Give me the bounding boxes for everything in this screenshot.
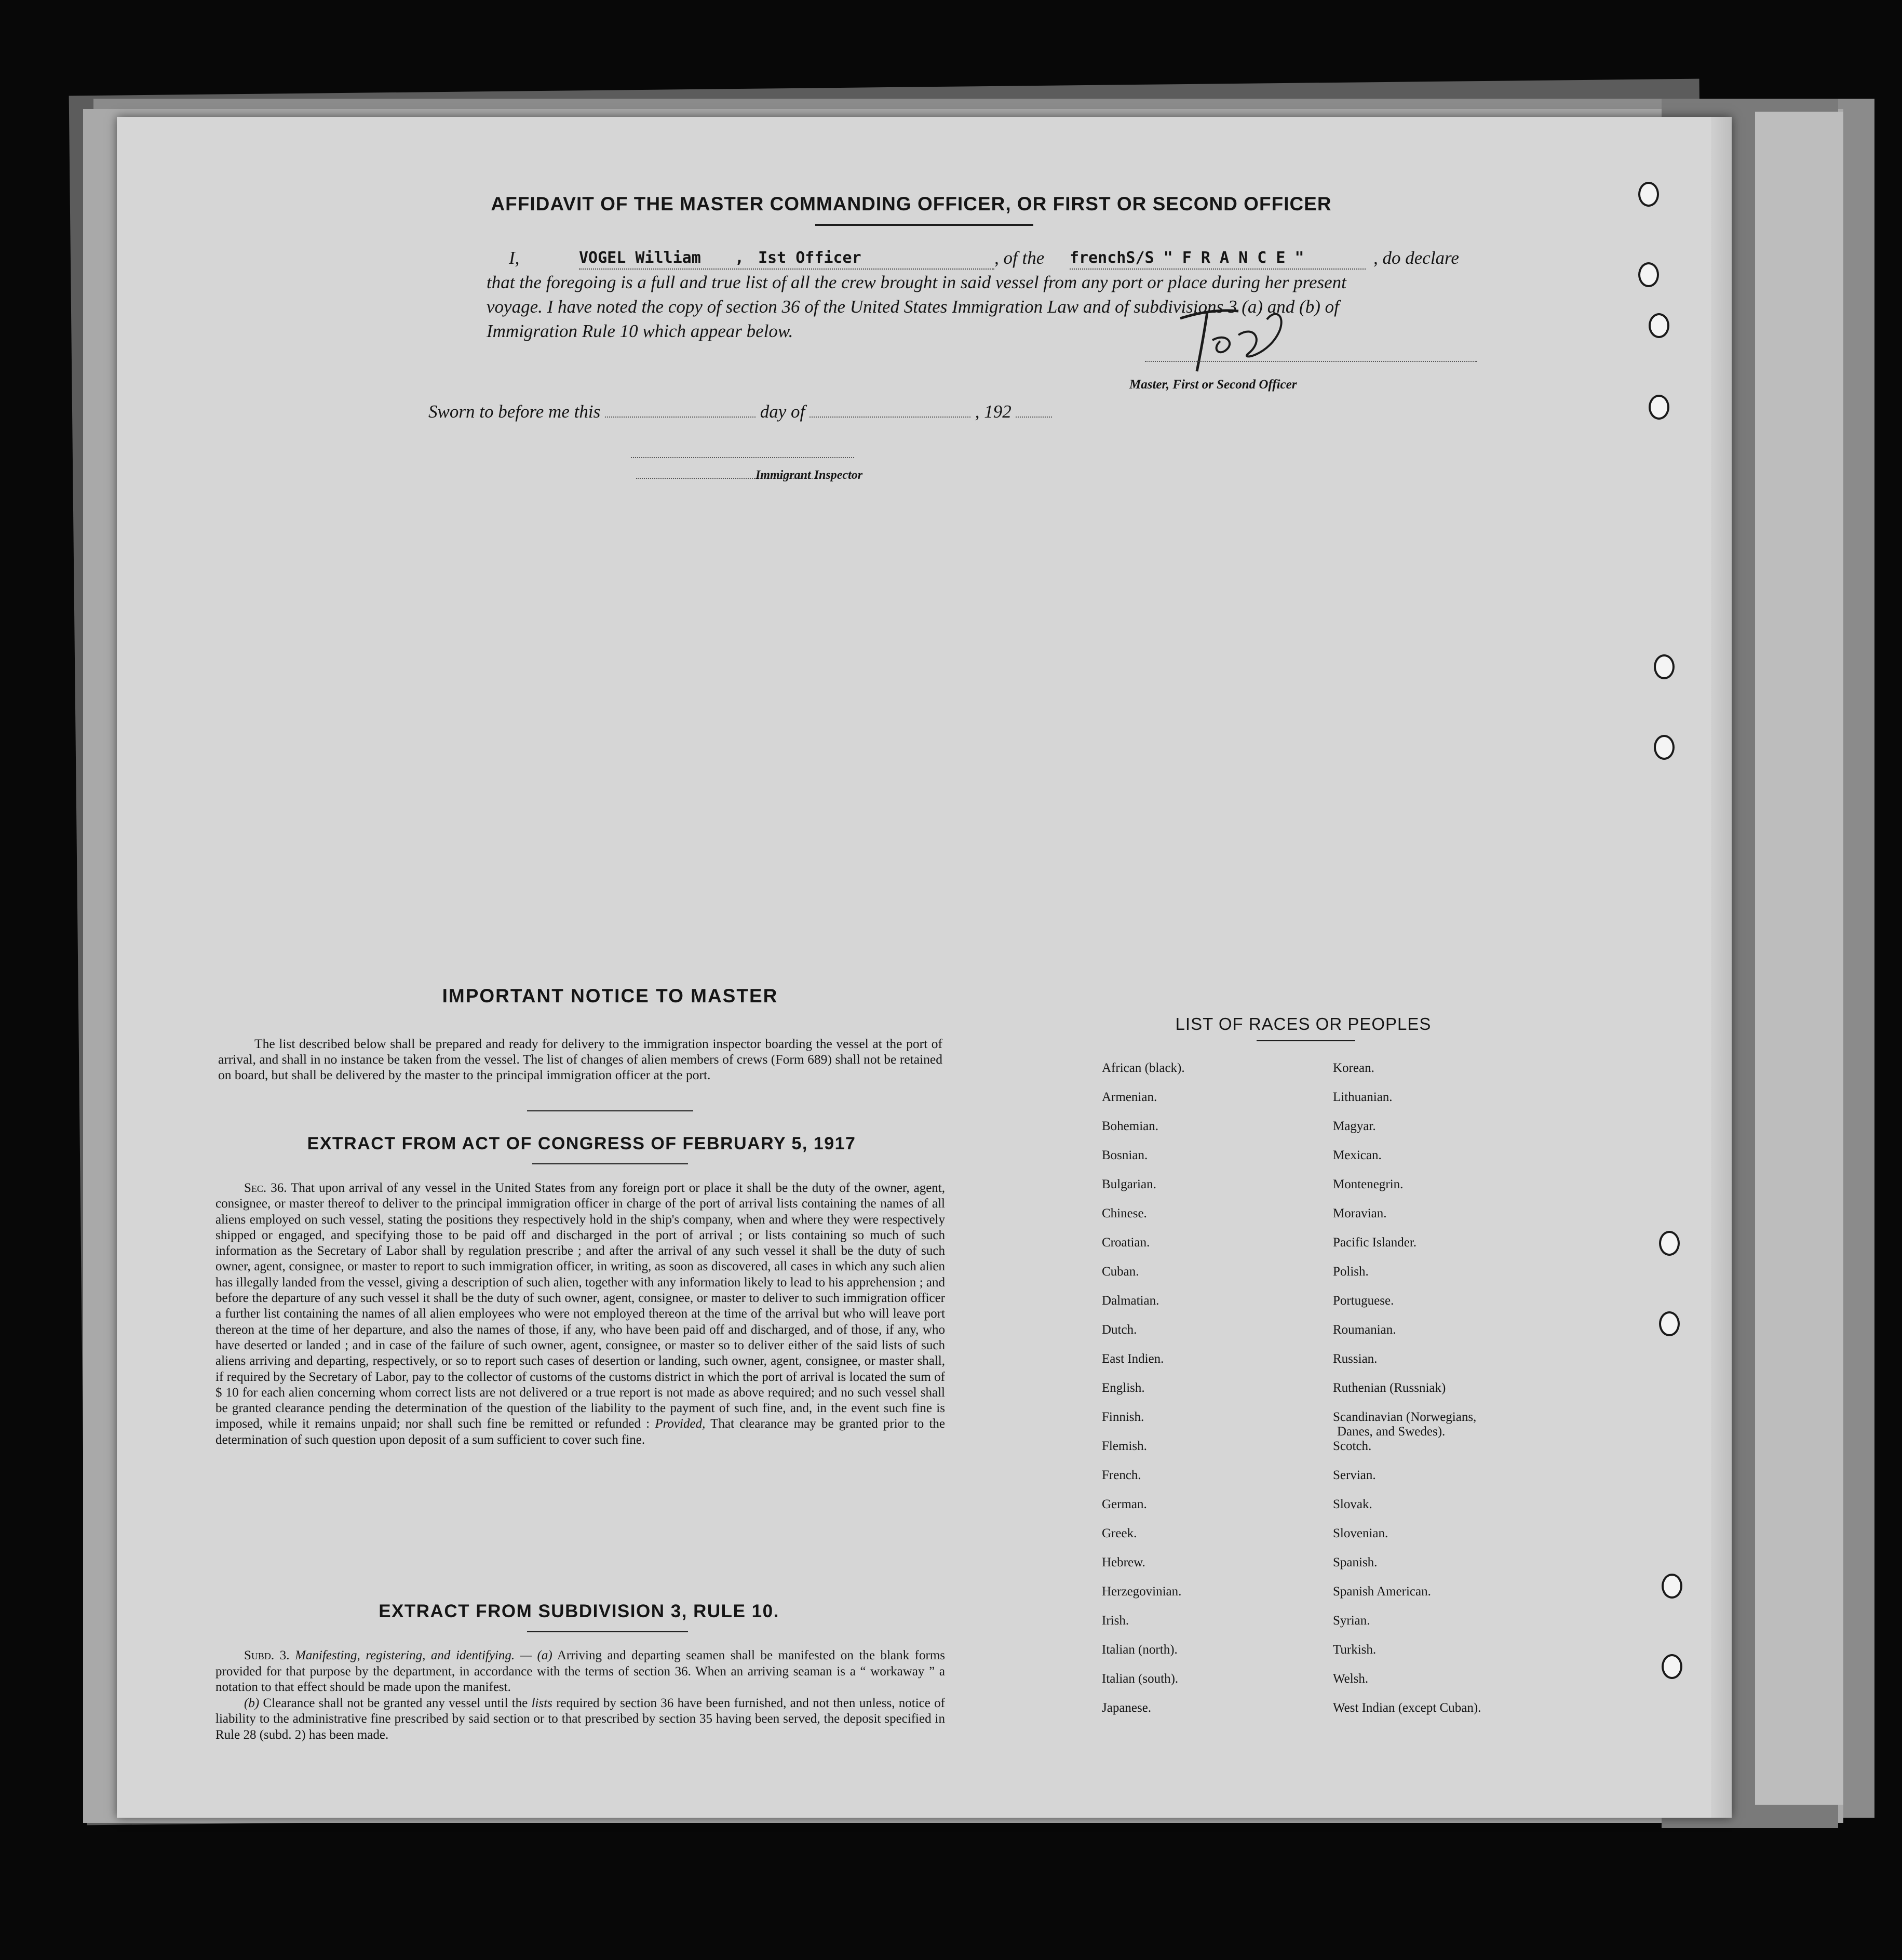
notice-title: IMPORTANT NOTICE TO MASTER (442, 985, 778, 1006)
subdivision-b-body-2: required by section 36 have been furnished, and not then unless, notice of liability to the administrative fine prescribed by said section or to that prescribed by section 35 having been served, the deposit specified in Rule 28 (subd. 2) has been made. (215, 1696, 945, 1742)
punch-hole (1649, 395, 1669, 420)
declarant-name-field[interactable] (579, 246, 994, 270)
race-item: Japanese. (1102, 1701, 1152, 1715)
race-item: Mexican. (1333, 1148, 1382, 1162)
back-sheet-edge (1755, 112, 1843, 1805)
race-item: Portuguese. (1333, 1294, 1394, 1308)
declaration-line-3: voyage. I have noted the copy of section 36 of the United States Immigration Law and of subdivisions 3 (a) and (b) of (487, 297, 1339, 317)
section-36-text (215, 1180, 945, 1448)
punch-hole (1649, 313, 1669, 338)
subdivision-3-text (215, 1648, 945, 1743)
race-item: Montenegrin. (1333, 1177, 1404, 1191)
race-item: Moravian. (1333, 1206, 1387, 1220)
punch-hole (1662, 1654, 1682, 1679)
subdivision-b (215, 1696, 945, 1743)
race-item: English. (1102, 1381, 1145, 1395)
notice-rule (527, 1110, 693, 1111)
affidavit-title: AFFIDAVIT OF THE MASTER COMMANDING OFFICER, OR FIRST OR SECOND OFFICER (491, 193, 1332, 214)
punch-hole (1659, 1311, 1680, 1336)
notice-body: The list described below shall be prepared and ready for delivery to the immigration inspector boarding the vessel at the port of arrival, and shall in no instance be taken from the vessel. The list of changes of alien members of crews (Form 689) shall not be retained on board, but shall be delivered by the master to the principal immigration officer at the port. (218, 1036, 942, 1082)
race-item: Italian (south). (1102, 1672, 1179, 1686)
race-item: Cuban. (1102, 1265, 1139, 1279)
signature-line (1145, 361, 1477, 362)
extract-act-title: EXTRACT FROM ACT OF CONGRESS OF FEBRUARY 5, 1917 (307, 1134, 856, 1153)
races-rule (1257, 1040, 1355, 1041)
title-rule (815, 224, 1033, 226)
race-item: Polish. (1333, 1265, 1369, 1279)
extract-rule-title: EXTRACT FROM SUBDIVISION 3, RULE 10. (379, 1601, 779, 1621)
race-item: Flemish. (1102, 1439, 1147, 1453)
punch-hole (1638, 182, 1659, 207)
declarant-intro: I, (509, 248, 520, 268)
signature-caption: Master, First or Second Officer (1129, 378, 1297, 392)
race-item: French. (1102, 1468, 1141, 1482)
subdivision-a-heading: Manifesting, registering, and identifying. — (a) (295, 1648, 552, 1662)
section-36-label: Sec. 36. (244, 1181, 287, 1195)
race-item: African (black). (1102, 1061, 1185, 1075)
section-36-body: That upon arrival of any vessel in the United States from any foreign port or place it shall be the duty of the owner, agent, consignee, or master thereof to deliver to the principal immigration officer in charge of the port of arrival lists containing the names of all aliens employed on such vessel, stating the positions they respectively hold in the ship's company, when and where they were respectively shipped or engaged, and specifying those to be paid off and discharged in the port of arrival ; or lists containing so much of such information as the Secretary of Labor shall by regulation prescribe ; and after the arrival of any such vessel it shall be the duty of such owner, agent, consignee, or master to report to such immigration officer, in writing, as soon as discovered, all cases in which any such alien has illegally landed from the vessel, giving a description of such alien, together with any information likely to lead to his apprehension ; and before the departure of any such vessel it shall be the duty of such owner, agent, consignee, or master to deliver to such immigration officer a further list containing the names of all alien employees who were not employed thereon at the time of the arrival but who will leave port thereon at the time of her departure, and also the names of those, if any, who have been paid off and discharged, and of those, if any, who have deserted or landed ; and in case of the failure of such owner, agent, consignee, or master so to deliver either of the said lists of such aliens arriving and departing, respectively, or so to report such cases of desertion or landing, such owner, agent, consignee, or master shall, if required by the Secretary of Labor, pay to the collector of customs of the customs district in which the port of arrival is located the sum of $ 10 for each alien concerning whom correct lists are not delivered or a true report is not made as above required; and no such vessel shall be granted clearance pending the determination of the question of the liability to the payment of such fine, and, in the event such fine is imposed, while it remains unpaid; nor shall such fine be remitted or refunded : (215, 1181, 946, 1431)
race-item: West Indian (except Cuban). (1333, 1701, 1481, 1715)
race-item: Spanish American. (1333, 1585, 1431, 1599)
subdivision-b-lists: lists (531, 1696, 552, 1710)
declarant-rank: Ist Officer (758, 249, 861, 267)
declarant-name: VOGEL William (579, 249, 701, 267)
extract-rule-rule (527, 1631, 688, 1632)
races-title: LIST OF RACES OR PEOPLES (1175, 1014, 1432, 1033)
race-item: Servian. (1333, 1468, 1376, 1482)
race-item: German. (1102, 1497, 1147, 1511)
subdivision-b-body-1: Clearance shall not be granted any vessel until the (263, 1696, 528, 1710)
sworn-date-field[interactable] (605, 417, 756, 418)
manifest-page (117, 117, 1732, 1818)
punch-hole (1654, 654, 1675, 679)
race-item: Turkish. (1333, 1643, 1377, 1657)
race-item: Slovenian. (1333, 1526, 1388, 1540)
race-item: Greek. (1102, 1526, 1137, 1540)
declaration-line-4: Immigration Rule 10 which appear below. (487, 321, 793, 341)
punch-hole (1659, 1231, 1680, 1256)
inspector-signature-line[interactable] (631, 457, 854, 458)
declaration-line-2: that the foregoing is a full and true list of all the crew brought in said vessel from any port or place during her present (487, 272, 1346, 292)
subdivision-a (215, 1648, 945, 1696)
of-the-label: , of the (994, 248, 1045, 268)
race-item: Bulgarian. (1102, 1177, 1156, 1191)
extract-act-rule (532, 1163, 688, 1164)
provided-label: Provided, (655, 1417, 706, 1431)
race-item: Italian (north). (1102, 1643, 1178, 1657)
inspector-caption: Immigrant Inspector (756, 468, 863, 482)
page-edge (1711, 117, 1732, 1818)
race-item: Spanish. (1333, 1555, 1378, 1569)
race-item: Roumanian. (1333, 1323, 1396, 1337)
race-item: Slovak. (1333, 1497, 1372, 1511)
officer-signature (1176, 304, 1301, 377)
race-item: Dalmatian. (1102, 1294, 1159, 1308)
race-item: Hebrew. (1102, 1555, 1145, 1569)
vessel-name: frenchS/S " F R A N C E " (1070, 249, 1304, 267)
race-item: Chinese. (1102, 1206, 1147, 1220)
do-declare-label: , do declare (1373, 248, 1459, 268)
punch-hole (1654, 735, 1675, 760)
subdivision-label: Subd. 3. (244, 1648, 290, 1662)
sworn-year-field[interactable] (1016, 417, 1052, 418)
race-item: Korean. (1333, 1061, 1374, 1075)
race-item: Ruthenian (Russniak) (1333, 1381, 1446, 1395)
section-36-end: That clearance may be granted prior to the determination of such question upon deposit of a sum sufficient to cover such fine. (215, 1417, 945, 1447)
race-item: Bohemian. (1102, 1119, 1159, 1133)
race-item: Scotch. (1333, 1439, 1372, 1453)
subdivision-a-body: Arriving and departing seamen shall be manifested on the blank forms provided for that purpose by the department, in accordance with the terms of section 36. When an arriving seaman is a “ workaway ” a notation to that effect should be made upon the manifest. (215, 1648, 945, 1694)
race-item: Croatian. (1102, 1236, 1150, 1250)
declaration-line-1 (371, 246, 1459, 270)
sworn-line (428, 401, 1052, 422)
race-item: Finnish. (1102, 1410, 1144, 1424)
race-item: East Indien. (1102, 1352, 1164, 1366)
sworn-year-label: , 192 (975, 401, 1011, 422)
punch-hole (1638, 262, 1659, 287)
race-item: Dutch. (1102, 1323, 1137, 1337)
sworn-month-field[interactable] (810, 417, 970, 418)
subdivision-b-label: (b) (244, 1696, 260, 1710)
race-item: Bosnian. (1102, 1148, 1148, 1162)
race-item: Danes, and Swedes). (1337, 1425, 1446, 1439)
race-item: Armenian. (1102, 1090, 1157, 1104)
sworn-day-label: day of (760, 401, 805, 422)
race-item: Herzegovinian. (1102, 1585, 1182, 1599)
punch-hole (1662, 1574, 1682, 1599)
race-item: Pacific Islander. (1333, 1236, 1417, 1250)
race-item: Lithuanian. (1333, 1090, 1393, 1104)
race-item: Russian. (1333, 1352, 1378, 1366)
name-separator: , (735, 249, 745, 267)
race-item: Syrian. (1333, 1614, 1370, 1628)
vessel-field[interactable] (1070, 246, 1366, 270)
race-item: Magyar. (1333, 1119, 1376, 1133)
race-item: Welsh. (1333, 1672, 1369, 1686)
race-item: Irish. (1102, 1614, 1129, 1628)
race-item: Scandinavian (Norwegians, (1333, 1410, 1477, 1424)
sworn-prefix: Sworn to before me this (428, 401, 601, 422)
